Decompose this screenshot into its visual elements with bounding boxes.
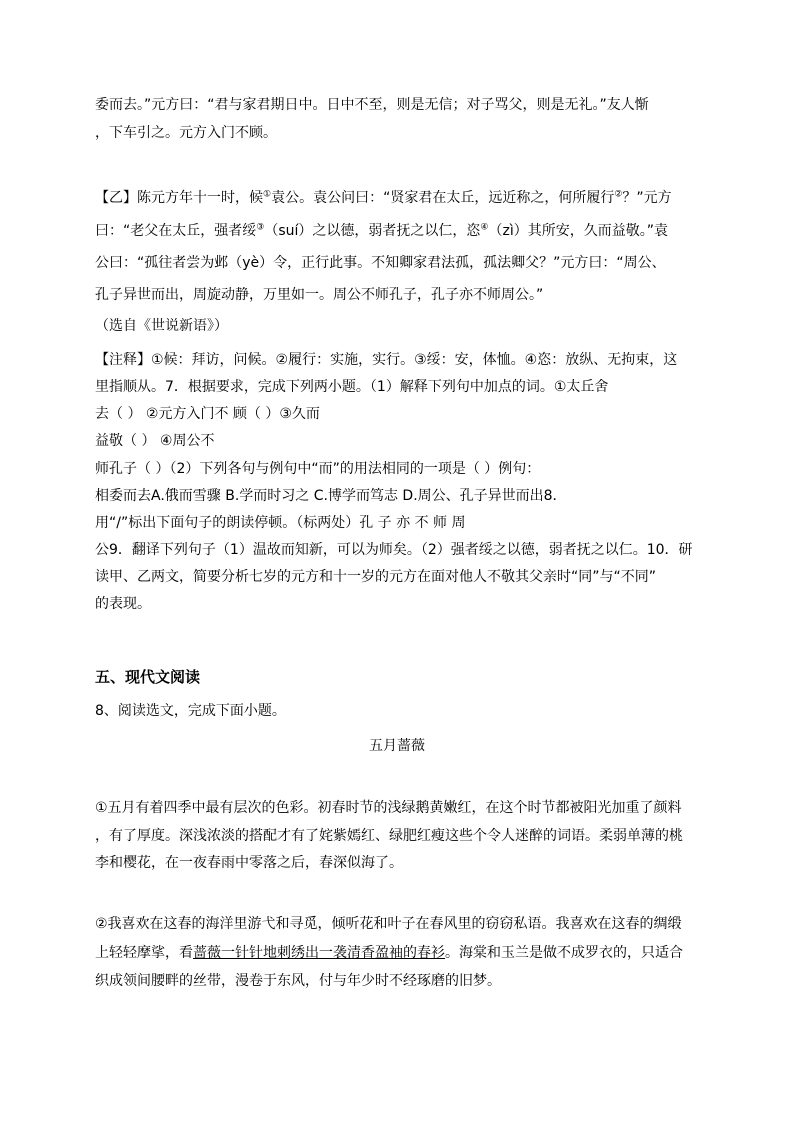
para-2-line-3: 织成领间腰畔的丝带，漫卷于东风，付与年少时不经琢磨的旧梦。 — [95, 973, 501, 989]
footnote-marker: ② — [614, 189, 623, 200]
para-1-line-3: 李和樱花，在一夜春雨中零落之后，春深似海了。 — [95, 855, 403, 871]
notes-line-8: 公9．翻译下列句子（1）温故而知新，可以为师矣。（2）强者绥之以德，弱者抚之以仁。10．研 — [95, 542, 693, 558]
notes-line-4: 益敬（ ） ④周公不 — [95, 433, 215, 449]
notes-line-3: 去（ ） ②元方入门不 顾（ ）③久而 — [95, 406, 320, 422]
passage-b-line-4: 孔子异世而出，周旋动静，万里如一。周公不师孔子，孔子亦不师周公。” — [95, 287, 544, 303]
notes-line-7: 用“/”标出下面句子的朗读停顿。（标两处）孔 子 亦 不 师 周 — [95, 515, 466, 531]
underlined-phrase: 蔷薇一针针地刺绣出一袭清香盈袖的春衫 — [193, 945, 445, 961]
footnote-marker: ③ — [256, 222, 265, 233]
para-2-text: 上轻轻摩挲，看 — [95, 945, 193, 961]
notes-line-9: 读甲、乙两文，简要分析七岁的元方和十一岁的元方在面对他人不敬其父亲时“同”与“不同” — [95, 569, 657, 585]
passage-a-line-2: ，下车引之。元方入门不顾。 — [95, 125, 277, 141]
para-1-line-1: ①五月有着四季中最有层次的色彩。初春时节的浅绿鹅黄嫩红，在这个时节都被阳光加重了颜料 — [95, 800, 682, 816]
passage-b-text: ？”元方 — [622, 190, 672, 206]
passage-b-text: 袁公。袁公问曰：“贤家君在太丘，远近称之，何所履行 — [271, 190, 615, 206]
passage-a-line-1: 委而去。”元方曰：“君与家君期日中。日中不至，则是无信；对子骂父，则是无礼。”友人惭 — [95, 97, 649, 113]
para-2-line-1: ②我喜欢在这春的海洋里游弋和寻觅，倾听花和叶子在春风里的窃窃私语。我喜欢在这春的绸缎 — [95, 916, 682, 932]
para-2-text: 。海棠和玉兰是做不成罗衣的，只适合 — [445, 945, 683, 961]
footnote-marker: ① — [263, 189, 272, 200]
passage-b-text: （suí）之以德，弱者抚之以仁，恣 — [264, 223, 481, 239]
passage-b-line-2 — [95, 221, 668, 241]
passage-b-text: （zì）其所安，久而益敬。”袁 — [488, 223, 668, 239]
notes-line-1: 【注释】①候：拜访，问候。②履行：实施，实行。③绥：安，体恤。④恣：放纵、无拘束，这 — [95, 352, 678, 368]
passage-b-text: 曰：“老父在太丘，强者绥 — [95, 223, 257, 239]
question-prompt: 8、阅读选文，完成下面小题。 — [95, 703, 286, 719]
para-2-line-2 — [95, 943, 683, 963]
notes-line-2: 里指顺从。7．根据要求，完成下列两小题。（1）解释下列句中加点的词。①太丘舍 — [95, 379, 609, 395]
passage-b-text: 【乙】陈元方年十一时，候 — [95, 190, 263, 206]
passage-b-line-1 — [95, 188, 672, 208]
notes-line-10: 的表现。 — [95, 596, 151, 612]
section-heading: 五、现代文阅读 — [95, 668, 201, 686]
notes-line-5: 师孔子（ ）（2）下列各句与例句中“而”的用法相同的一项是（ ）例句： — [95, 461, 541, 477]
footnote-marker: ④ — [480, 222, 489, 233]
passage-b-source: （选自《世说新语》） — [95, 318, 228, 334]
para-1-line-2: ，有了厚度。深浅浓淡的搭配才有了姹紫嫣红、绿肥红瘦这些个令人迷醉的词语。柔弱单薄的桃 — [95, 828, 683, 844]
essay-title: 五月蔷薇 — [369, 738, 425, 754]
notes-line-6: 相委而去A.俄而雪骤 B.学而时习之 C.博学而笃志 D.周公、孔子异世而出8． — [95, 488, 567, 504]
passage-b-line-3: 公曰：“孤往者尝为邺（yè）令，正行此事。不知卿家君法孤，孤法卿父？”元方曰：“周公、 — [95, 255, 666, 271]
